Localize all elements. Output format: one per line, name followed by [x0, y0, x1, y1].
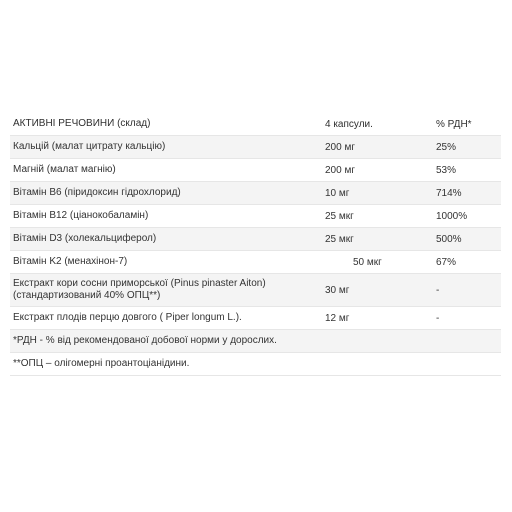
ingredient-amount: 25 мкг: [325, 233, 354, 245]
ingredient-amount: 200 мг: [325, 141, 355, 153]
header-dose: 4 капсули.: [325, 118, 373, 130]
ingredient-name: Вітамін B12 (ціанокобаламін): [13, 210, 149, 221]
footnote-row: [10, 353, 501, 376]
ingredient-rdn: -: [436, 284, 440, 296]
table-row: [10, 205, 501, 228]
ingredient-amount: 12 мг: [325, 312, 350, 324]
ingredient-name: [13, 278, 313, 302]
ingredient-rdn: 25%: [436, 141, 457, 153]
header-rdn: % РДН*: [436, 118, 472, 130]
ingredient-amount: 10 мг: [325, 187, 350, 199]
ingredient-amount: 30 мг: [325, 284, 350, 296]
table-row: [10, 136, 501, 159]
ingredient-name-line1: Екстракт кори сосни приморської (Pinus pinaster Aiton): [13, 278, 266, 289]
ingredient-name: Екстракт плодів перцю довгого ( Piper longum L.).: [13, 312, 242, 323]
table-row: [10, 274, 501, 307]
ingredient-name: Вітамін D3 (холекальциферол): [13, 233, 157, 244]
footnote-row: [10, 330, 501, 353]
table-header-row: [10, 113, 501, 136]
ingredient-name: Вітамін B6 (піридоксин гідрохлорид): [13, 187, 181, 198]
table-row: [10, 228, 501, 251]
ingredients-table: [10, 113, 501, 376]
ingredient-rdn: -: [436, 312, 440, 324]
footnote-rdn: *РДН - % від рекомендованої добової норми у дорослих.: [13, 335, 277, 346]
ingredient-rdn: 67%: [436, 256, 457, 268]
ingredient-name: Магній (малат магнію): [13, 164, 116, 175]
ingredient-name: Кальцій (малат цитрату кальцію): [13, 141, 166, 152]
ingredient-rdn: 53%: [436, 164, 457, 176]
ingredient-name: Вітамін K2 (менахінон-7): [13, 256, 128, 267]
footnote-opc: **ОПЦ – олігомерні проантоціанідини.: [13, 358, 190, 369]
header-active-substances: АКТИВНІ РЕЧОВИНИ (склад): [13, 118, 151, 129]
table-row: [10, 159, 501, 182]
ingredient-amount: 50 мкг: [353, 256, 382, 268]
ingredient-rdn: 1000%: [436, 210, 468, 222]
ingredient-rdn: 500%: [436, 233, 462, 245]
ingredient-amount: 200 мг: [325, 164, 355, 176]
table-row: [10, 307, 501, 330]
ingredient-amount: 25 мкг: [325, 210, 354, 222]
ingredient-name-line2: (стандартизований 40% ОПЦ**): [13, 290, 161, 301]
table-row: [10, 251, 501, 274]
ingredient-rdn: 714%: [436, 187, 462, 199]
table-row: [10, 182, 501, 205]
